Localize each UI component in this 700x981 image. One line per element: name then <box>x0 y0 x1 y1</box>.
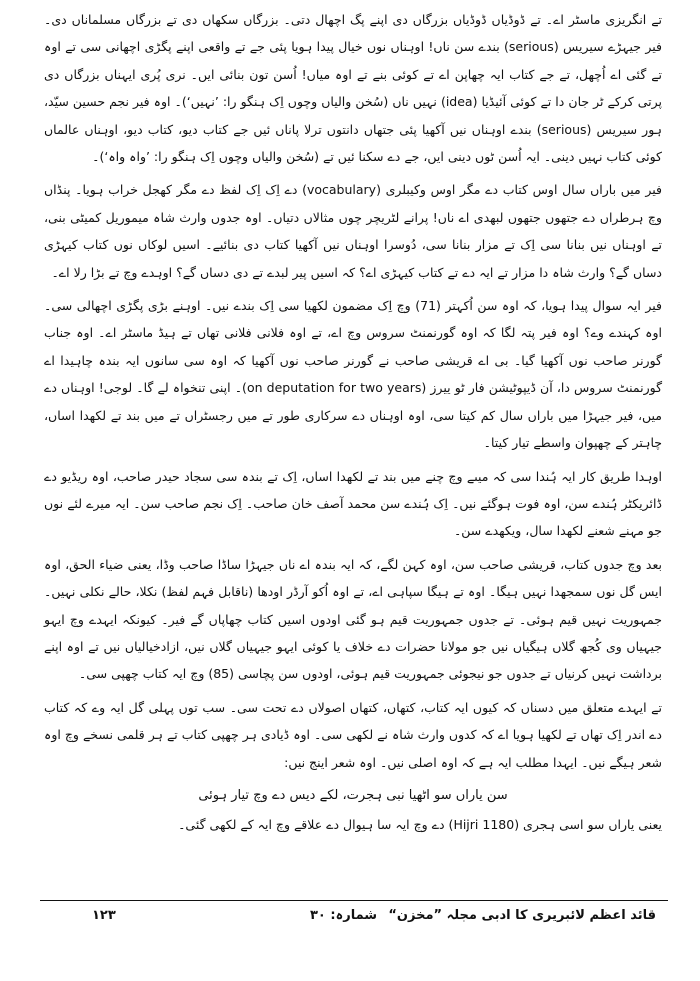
paragraph-2: فیر میں باراں سال اوس کتاب دے مگر اوس وکیبلری (vocabulary) دے اِک اِک لفظ دے مگر کھجل خراب ہویا۔ پنڈاں وچ ہرطراں دے جتھوں جتھوں لبھدی اے ناں! پرانے لٹریچر چوں مثالاں دتیاں۔ اوہ جدوں وارث شاہ میموریل کمیٹی بنی، تے اوہناں نیں بنانا سی اِک تے مزار بنانا سی، دُوسرا اوہناں نیں آکھیا کتاب دی بنائیے۔ اسیں لوکاں نوں کتاب کیہڑی دساں گے؟ وارث شاہ دا مزار تے ایہ دے تے کتاب کیہڑی اے؟ کہ اسیں پیر لبدے تے دی دساں گے؟ اوہدے وچ تے بڑا رلا اے۔ <box>44 182 662 280</box>
issue-number: شمارہ: ۳۰ <box>310 908 378 923</box>
page-footer <box>40 902 668 932</box>
paragraph-3: فیر ایہ سوال پیدا ہویا، کہ اوہ سن اُکہتر (71) وچ اِک مضمون لکھیا سی اِک بندے نیں۔ اوہنے بڑی پگڑی اچھالی سی۔ اوہ کہندے وے؟ اوہ فیر پتہ لگا کہ اوہ گورنمنٹ سروس وچ اے، تے اوہ فلانی فلانی تھاں تے ہیڈ ماسٹر اے۔ اوہ جناب گورنر صاحب نوں آکھیا گیا۔ بی اے قریشی صاحب نے گورنر صاحب نوں آکھیا کہ اوہ سی سانوں ایہ بندہ چاہیدا اے گورنمنٹ سروس دا، آن ڈیپوٹیشن فار ٹو ییرز (on deputation for two years)۔ اپنی تنخواہ لے گا۔ لوجی! اوہناں دے میں، فیر جیہڑا میں باراں سال کم کیتا سی، اوہ اوہناں دے سرکاری طور تے میں رجسٹراں تے میں بند تے لکھدا اساں، چاہتر کے چھپوان واسطے تیار کیتا۔ <box>44 298 663 451</box>
article-body <box>44 6 662 841</box>
verse-line: سن یاراں سو اٹھیا نبی ہجرت، لکے دیس دے وچ تیار ہوئی <box>198 787 508 803</box>
paragraph-5: بعد وچ جدوں کتاب، قریشی صاحب سن، اوہ کہن لگے، کہ ایہ بندہ اے ناں جیہڑا ساڈا صاحب وڈا، یعنی ضیاء الحق، اوہ ایس گل نوں سمجھدا نہیں ہیگا۔ اوہ تے ہیگا سپاہی اے، تے اوہ اُکو آرڈر اودھا (ناقابل فہم لفظ) نکلا، حالے نکلی نہیں۔ جمہوریت نہیں قیم ہوئی۔ تے جدوں جمہوریت قیم ہو گئی اودوں اسیں کتاب چھاپاں گے فیر۔ کیونکہ ایہدے وچ ایہو جیہیاں وی کُجھ گلاں ہیگیاں نیں جو مولانا حضرات دے خلاف یا کوئی ایہو جیہیاں گلاں نیں، ازادخیالیاں نیں تے اوہ اپنے برداشت نہیں کرنیاں تے جدوں جو نیجوئی جمہوریت قیم ہوئی، اودوں سن پچاسی (85) وچ ایہ کتاب چھپی سی۔ <box>44 556 662 682</box>
page-number: ۱۲۳ <box>92 908 116 923</box>
closing-line: یعنی یاراں سو اسی ہجری (1180 Hijri) دے وچ ایہ سا ہیوال دے علاقے وچ ایہ کے لکھی گئی۔ <box>178 817 662 833</box>
paragraph-6: تے ایہدے متعلق میں دسناں کہ کیوں ایہ کتاب، کتھاں، کتھاں اصولاں دے تحت سی۔ سب توں پہلی گل ایہ وے کہ کتاب دے اندر اِک تھاں تے لکھیا ہویا اے کہ کدوں وارث شاہ نے لکھی سی۔ اوہ ڈیادی ہر چھپی کتاب تے ہر قلمی نسخے وچ اوہ شعر ہیگے نیں۔ ایہدا مطلب ایہ ہے کہ اوہ اصلی نیں۔ اوہ شعر اینج نیں: <box>44 699 662 770</box>
paragraph-4: اوہدا طریق کار ایہ ہُندا سی کہ میںے وچ چنے میں بند تے لکھدا اساں، اِک تے بندہ سی سجاد حیدر صاحب، اوہ ریڈیو دے ڈائریکٹر ہُندے سن، اوہ فوت ہوگئے نیں۔ اِک ہُندے سن محمد آصف خان صاحب۔ اِک نجم صاحب سن۔ ایہ میرے لئے نوں جو مہنے شعنے لکھدا سال، ویکھدے سن۔ <box>44 468 662 539</box>
journal-title: قائد اعظم لائبریری کا ادبی مجلہ ”مخزن“ <box>388 908 656 923</box>
footer-divider <box>40 900 668 901</box>
paragraph-1: تے انگریزی ماسٹر اے۔ تے ڈوڈیاں ڈوڈیاں بزرگاں دی اپنے پگ اچھال دتی۔ بزرگاں سکھاں دی تے بزرگاں مسلماناں دی۔ فیر جیہڑے سیریس (serious) بندے سن ناں! اوہناں نوں خیال پیدا ہویا پئی جے تے واقعی اپنے پگڑی اچھانی سی تے اوہ تے گئی اے اُچھل، تے جے کتاب ایہ چھاپن اے تے کوئی بنے تے اوہ میاں! اُسن تون بنائی ایں۔ نری پُری ایہناں بزرگاں دی پرتی کرکے ٹر جان دا تے کوئی آئیڈیا (idea) نہیں ناں (سُخن والیاں وچوں اِک ہنگو را: ’نہیں‘)۔ اوہ فیر نجم حسین سیّد، ہور سیریس (serious) بندے اوہناں نیں آکھیا پئی جتھاں دانتوں ترلا پاناں ئیں جے کتاب دیو، کتاب دیو، اوہناں عالماں کوئی کتاب نہیں دینی۔ ایہ اُسن ٹوں دینی ایں، جے دے سکنا ئیں تے (سُخن والیاں وچوں اِک ہنگو را: ’واہ واہ‘)۔ <box>44 12 663 165</box>
